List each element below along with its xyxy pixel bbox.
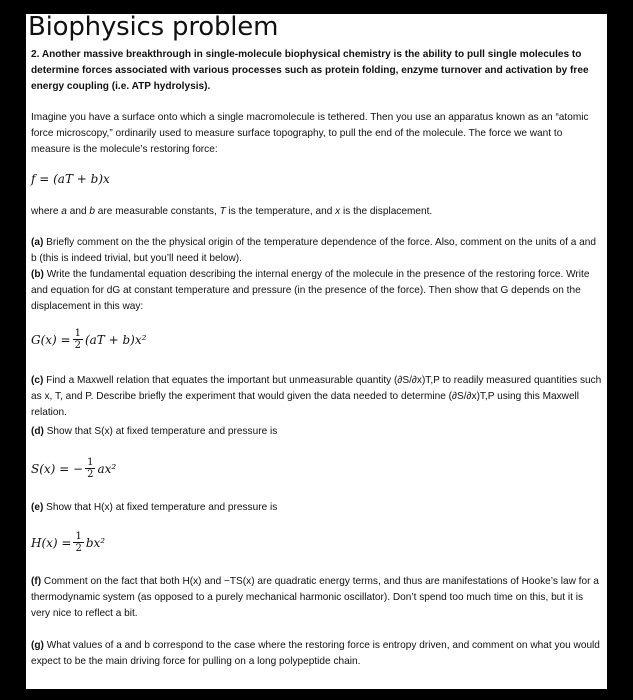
part-b (31, 267, 603, 315)
g-equation: G(x) = $\frac{1}{2}$ (aT + b)x² (31, 328, 147, 351)
s-equation: S(x) = − $\frac{1}{2}$ ax² (31, 457, 117, 480)
force-equation (31, 172, 110, 186)
part-b-text: Write the fundamental equation describing the internal energy of the molecule in the presence of the restoring force. Write and equation for dG at constant temperature and pressure (in the presence of the force). Then show that G depends on the displacement in this way: (31, 269, 590, 312)
setup-paragraph: Imagine you have a surface onto which a single macromolecule is tethered. Then you use an apparatus known as an “atomic force microscopy,” ordinarily used to measure surface topography, to pull the end of the molecule. The force we want to measure is the molecule’s restoring force: (31, 112, 589, 155)
part-d-label: (d) (31, 426, 44, 437)
part-d-text: Show that S(x) at fixed temperature and pressure is (43, 426, 278, 437)
where-sentence: where a and b are measurable constants, T is the temperature, and x is the displacement. (31, 206, 433, 217)
part-e-label: (e) (31, 502, 44, 513)
part-g-label: (g) (31, 640, 44, 651)
part-g-text: What values of a and b correspond to the case where the restoring force is entropy driven, and comment on what you would expect to be the main driving force for pulling on a long polypeptide chain. (31, 640, 600, 667)
part-f (31, 574, 603, 622)
part-c-label: (c) (31, 375, 44, 386)
part-a-text: Briefly comment on the the physical origin of the temperature dependence of the force. Also, comment on the units of a and b (this is indeed trivial, but you’ll need it below). (31, 237, 597, 264)
h-equation: H(x) = $\frac{1}{2}$ bx² (31, 531, 106, 554)
part-e (31, 500, 603, 516)
part-f-text: Comment on the fact that both H(x) and −TS(x) are quadratic energy terms, and thus are manifestations of Hooke’s law for a thermodynamic system (as opposed to a purely mechanical harmonic oscillator). Don’t spend too much time on this, but it is very nice to reflect a bit. (31, 576, 599, 619)
part-a (31, 235, 603, 267)
document-page (26, 14, 607, 689)
part-a-label: (a) (31, 237, 44, 248)
part-g (31, 638, 603, 670)
part-c-text: Find a Maxwell relation that equates the important but unmeasurable quantity (∂S/∂x)T,P to readily measured quantities such as x, T, and P. Describe briefly the experiment that would given the data needed to determine (∂S/∂x)T,P using this Maxwell relation. (31, 375, 602, 418)
page-title: Biophysics problem (28, 14, 279, 42)
part-d (31, 424, 603, 440)
force-equation-text: f = (aT + b)x (31, 172, 110, 186)
intro-paragraph: 2. Another massive breakthrough in single-molecule biophysical chemistry is the ability to pull single molecules to determine forces associated with various processes such as protein folding, enzyme turnover and activation by free energy coupling (i.e. ATP hydrolysis). (31, 49, 589, 92)
part-c (31, 373, 603, 421)
part-e-text: Show that H(x) at fixed temperature and pressure is (43, 502, 278, 513)
part-b-label: (b) (31, 269, 44, 280)
part-f-label: (f) (31, 576, 42, 587)
